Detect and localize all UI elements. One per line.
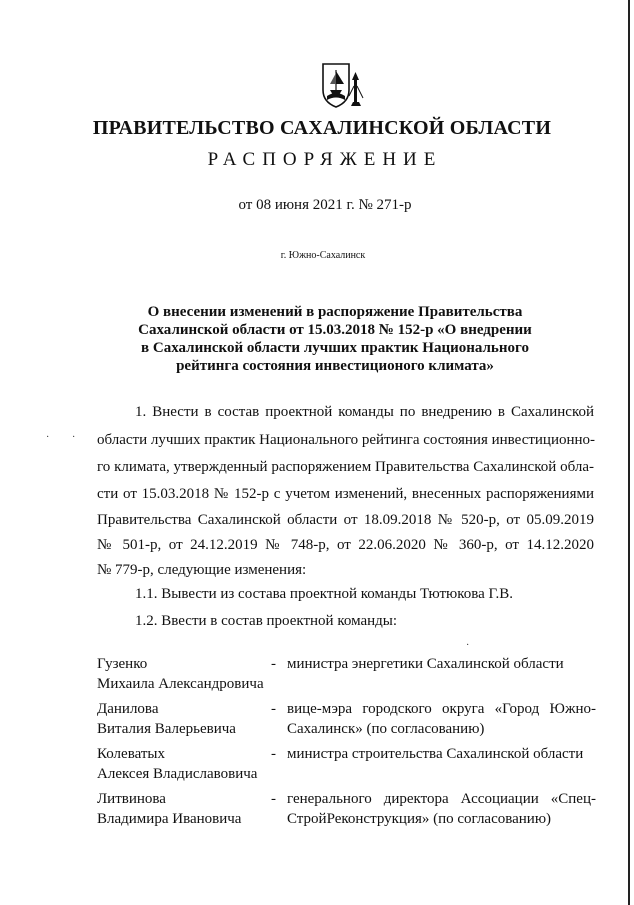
paragraph-1-line: № 779-р, следующие изменения: (97, 562, 307, 578)
subject-line: Сахалинской области от 15.03.2018 № 152-р «О внедрении (138, 322, 532, 338)
document-date-number: от 08 июня 2021 г. № 271-р (238, 197, 412, 213)
subject-line: О внесении изменений в распоряжение Правительства (147, 304, 523, 320)
paragraph-1-2: 1.2. Ввести в состав проектной команды: (135, 613, 398, 629)
paragraph-1-line: го климата, утвержденный распоряжением Правительства Сахалинской обла- (97, 459, 594, 475)
member-role-line: СтройРеконструкция» (по согласованию) (287, 811, 552, 827)
scan-speck: · (466, 640, 470, 651)
paragraph-1-line: 1. Внести в состав проектной команды по внедрению в Сахалинской (135, 404, 594, 420)
paragraph-1-line: сти от 15.03.2018 № 152-р с учетом изменений, внесенных распоряжениями (97, 486, 594, 502)
paragraph-1-1: 1.1. Вывести из состава проектной команды Тютюкова Г.В. (135, 586, 514, 602)
document-city: г. Южно-Сахалинск (280, 250, 366, 261)
member-given-names: Владимира Ивановича (97, 811, 242, 827)
member-role (287, 744, 596, 764)
paragraph-1-line: Правительства Сахалинской области от 18.09.2018 № 520-р, от 05.09.2019 (97, 512, 594, 528)
document-type: РАСПОРЯЖЕНИЕ (207, 149, 443, 170)
government-title: ПРАВИТЕЛЬСТВО САХАЛИНСКОЙ ОБЛАСТИ (92, 117, 552, 139)
scan-speck: · (46, 432, 50, 443)
member-dash: - (271, 701, 276, 717)
member-surname: Гузенко (97, 656, 148, 672)
member-role (287, 699, 596, 739)
sakhalin-coat-of-arms-icon (319, 60, 367, 110)
member-surname: Данилова (97, 701, 159, 717)
member-dash: - (271, 746, 276, 762)
paragraph-1-line: области лучших практик Национального рейтинга состояния инвестиционно- (97, 432, 596, 448)
member-role-line: Сахалинск» (по согласованию) (287, 721, 485, 737)
subject-line: в Сахалинской области лучших практик Национального (141, 340, 529, 356)
member-dash: - (271, 791, 276, 807)
member-role-line: генерального директора Ассоциации «Спец- (287, 791, 596, 807)
member-given-names: Михаила Александровича (97, 676, 264, 692)
member-role-line: министра энергетики Сахалинской области (287, 656, 564, 672)
subject-line: рейтинга состояния инвестиционого климата» (176, 358, 494, 374)
paragraph-1-line: № 501-р, от 24.12.2019 № 748-р, от 22.06.2020 № 360-р, от 14.12.2020 (97, 537, 594, 553)
member-given-names: Виталия Валерьевича (97, 721, 236, 737)
member-dash: - (271, 656, 276, 672)
member-name (97, 699, 236, 739)
member-role (287, 654, 596, 674)
scan-speck: · (72, 432, 76, 443)
member-role (287, 789, 596, 829)
member-name (97, 744, 257, 784)
document-subject (100, 303, 570, 375)
member-name (97, 654, 264, 694)
member-role-line: министра строительства Сахалинской области (287, 746, 584, 762)
member-role-line: вице-мэра городского округа «Город Южно- (287, 701, 596, 717)
member-surname: Литвинова (97, 791, 166, 807)
member-name (97, 789, 241, 829)
member-surname: Колеватых (97, 746, 165, 762)
member-given-names: Алексея Владиславовича (97, 766, 258, 782)
